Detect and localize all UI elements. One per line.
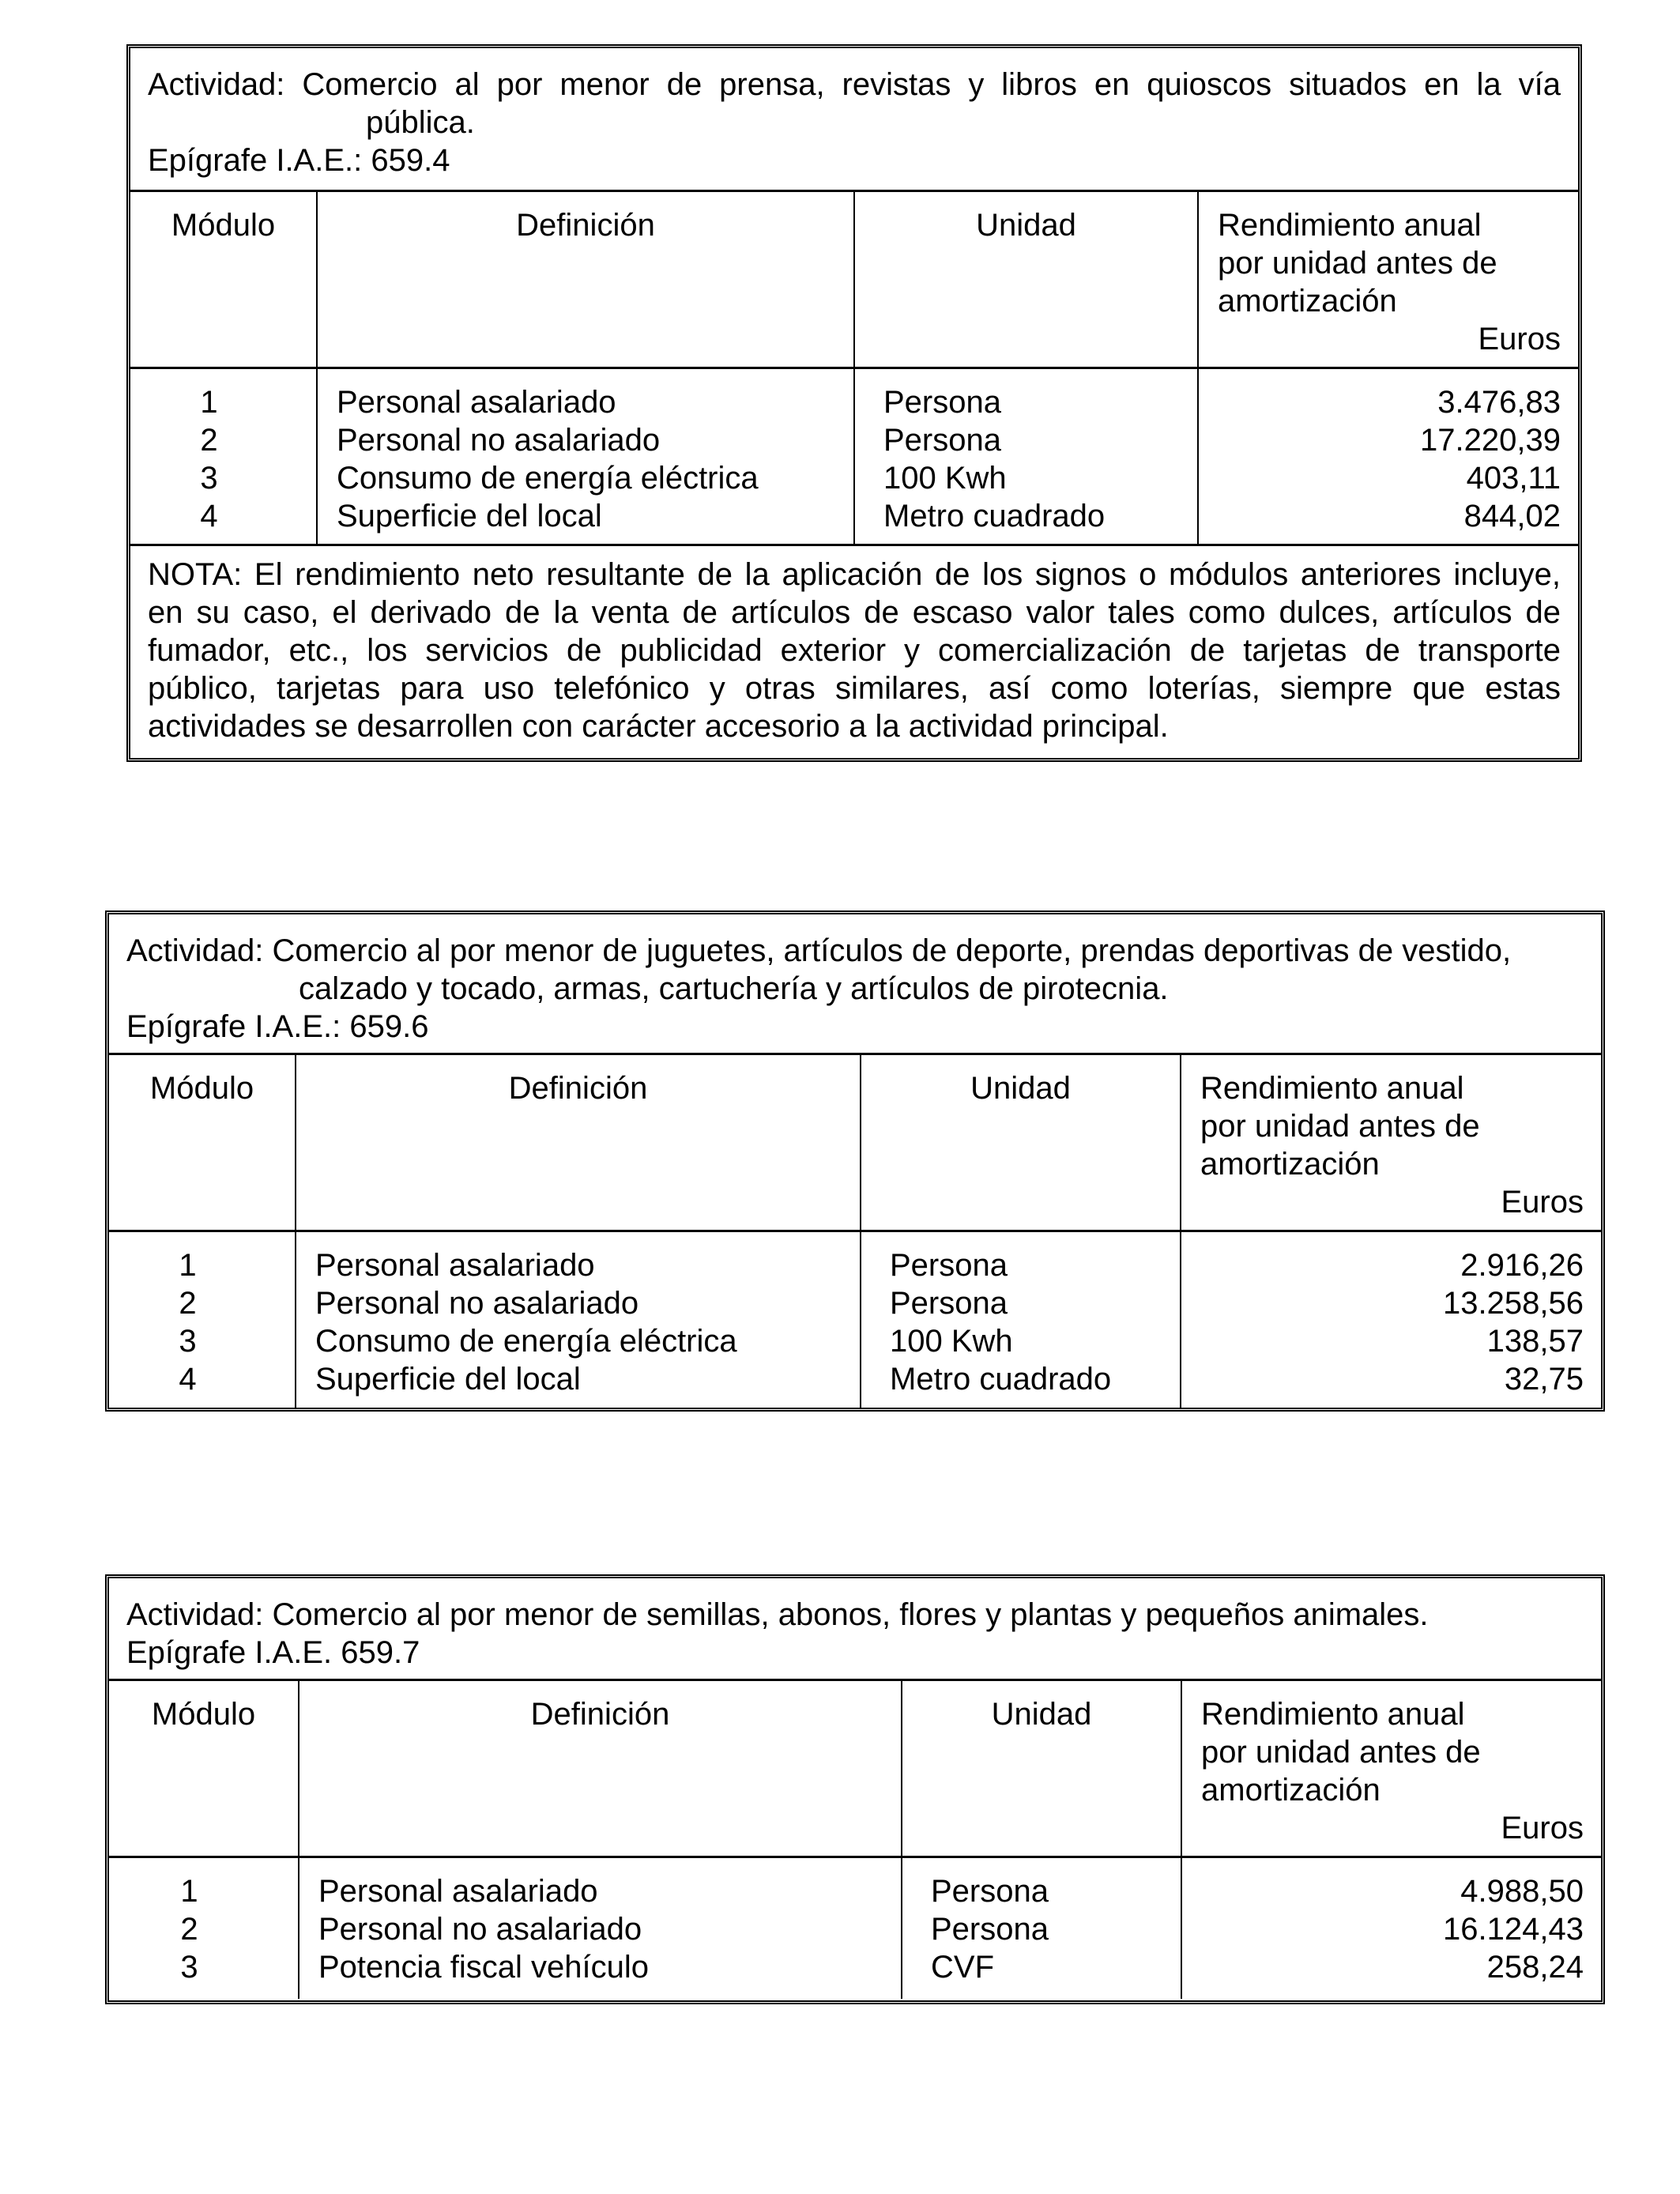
table-header-block <box>130 48 1578 192</box>
header-unidad: Unidad <box>855 192 1199 367</box>
nota-line: actividades se desarrollen con carácter accesorio a la actividad principal. <box>148 709 1169 744</box>
header-definicion: Definición <box>296 1055 861 1230</box>
epigrafe: Epígrafe I.A.E.: 659.4 <box>148 143 450 178</box>
column-headers <box>130 192 1578 369</box>
header-modulo: Módulo <box>109 1681 299 1856</box>
table-row: 3 <box>180 1950 198 1985</box>
table-body <box>109 1232 1601 1408</box>
header-unidad: Unidad <box>902 1681 1182 1856</box>
actividad-continuation: calzado y tocado, armas, cartuchería y artículos de pirotecnia. <box>299 971 1169 1006</box>
col-modulo <box>109 1232 296 1409</box>
table-row: 3 <box>179 1324 197 1359</box>
actividad-label: Actividad: <box>126 933 264 968</box>
col-rendimiento: 2.916,26 13.258,56 138,57 32,75 <box>1443 1248 1584 1397</box>
col-modulo <box>109 1858 299 1999</box>
table-row: 2 <box>200 423 218 458</box>
table-row: 3 <box>200 461 218 496</box>
table-659-7 <box>105 1574 1605 2004</box>
header-rendimiento: Rendimiento anual por unidad antes de amortización Euros <box>1200 1071 1584 1220</box>
col-definicion: Personal asalariado Personal no asalariado Potencia fiscal vehículo <box>299 1858 902 1999</box>
header-rendimiento: Rendimiento anual por unidad antes de amortización Euros <box>1218 208 1561 356</box>
epigrafe: Epígrafe I.A.E.: 659.6 <box>126 1009 429 1044</box>
actividad-text: Comercio al por menor de prensa, revistas y libros en quioscos situados en la vía <box>302 67 1561 102</box>
table-659-4 <box>126 44 1582 762</box>
actividad-text: Comercio al por menor de juguetes, artículos de deporte, prendas deportivas de vestido, <box>272 933 1512 968</box>
table-body <box>130 369 1578 546</box>
nota-line: NOTA: El rendimiento neto resultante de la aplicación de los signos o módulos anteriores incluye, <box>148 557 1561 592</box>
column-headers <box>109 1681 1601 1858</box>
table-row: 1 <box>179 1248 197 1283</box>
col-rendimiento: 3.476,83 17.220,39 403,11 844,02 <box>1420 385 1561 533</box>
epigrafe: Epígrafe I.A.E. 659.7 <box>126 1635 420 1670</box>
col-unidad: Persona Persona 100 Kwh Metro cuadrado <box>855 369 1199 546</box>
table-659-6 <box>105 910 1605 1412</box>
nota-line: público, tarjetas para uso telefónico y otras similares, así como loterías, siempre que estas <box>148 671 1561 706</box>
header-unidad: Unidad <box>861 1055 1181 1230</box>
table-row: 2 <box>179 1286 197 1321</box>
header-definicion: Definición <box>318 192 855 367</box>
col-modulo <box>130 369 318 546</box>
actividad-line <box>148 66 1561 104</box>
header-modulo: Módulo <box>109 1055 296 1230</box>
table-row: 4 <box>179 1362 197 1397</box>
col-rendimiento: 4.988,50 16.124,43 258,24 <box>1443 1874 1584 1985</box>
nota-line: fumador, etc., los servicios de publicidad exterior y comercialización de tarjetas de transporte <box>148 633 1561 668</box>
actividad-text: Comercio al por menor de semillas, abonos, flores y plantas y pequeños animales. <box>272 1597 1429 1632</box>
column-headers <box>109 1055 1601 1232</box>
actividad-label: Actividad: <box>148 67 285 102</box>
table-header-block <box>109 1578 1601 1681</box>
col-unidad: Persona Persona CVF <box>902 1858 1182 1999</box>
nota-block <box>130 546 1578 753</box>
table-header-block <box>109 914 1601 1055</box>
table-row: 2 <box>180 1912 198 1947</box>
actividad-line <box>126 932 1584 970</box>
header-rendimiento: Rendimiento anual por unidad antes de amortización Euros <box>1201 1697 1584 1845</box>
header-modulo: Módulo <box>130 192 318 367</box>
actividad-continuation: pública. <box>366 105 475 140</box>
col-unidad: Persona Persona 100 Kwh Metro cuadrado <box>861 1232 1181 1409</box>
table-body <box>109 1858 1601 1999</box>
nota-line: en su caso, el derivado de la venta de artículos de escaso valor tales como dulces, artículos de <box>148 595 1561 630</box>
actividad-label: Actividad: <box>126 1597 264 1632</box>
table-row: 1 <box>200 385 218 420</box>
header-definicion: Definición <box>299 1681 902 1856</box>
col-definicion: Personal asalariado Personal no asalariado Consumo de energía eléctrica Superficie del local <box>296 1232 861 1409</box>
table-row: 1 <box>180 1874 198 1909</box>
header-euros: Euros <box>1478 322 1561 356</box>
table-row: 4 <box>200 499 218 533</box>
col-definicion: Personal asalariado Personal no asalariado Consumo de energía eléctrica Superficie del local <box>318 369 855 546</box>
header-euros: Euros <box>1501 1811 1584 1845</box>
actividad-line <box>126 1596 1584 1634</box>
header-euros: Euros <box>1501 1185 1584 1220</box>
